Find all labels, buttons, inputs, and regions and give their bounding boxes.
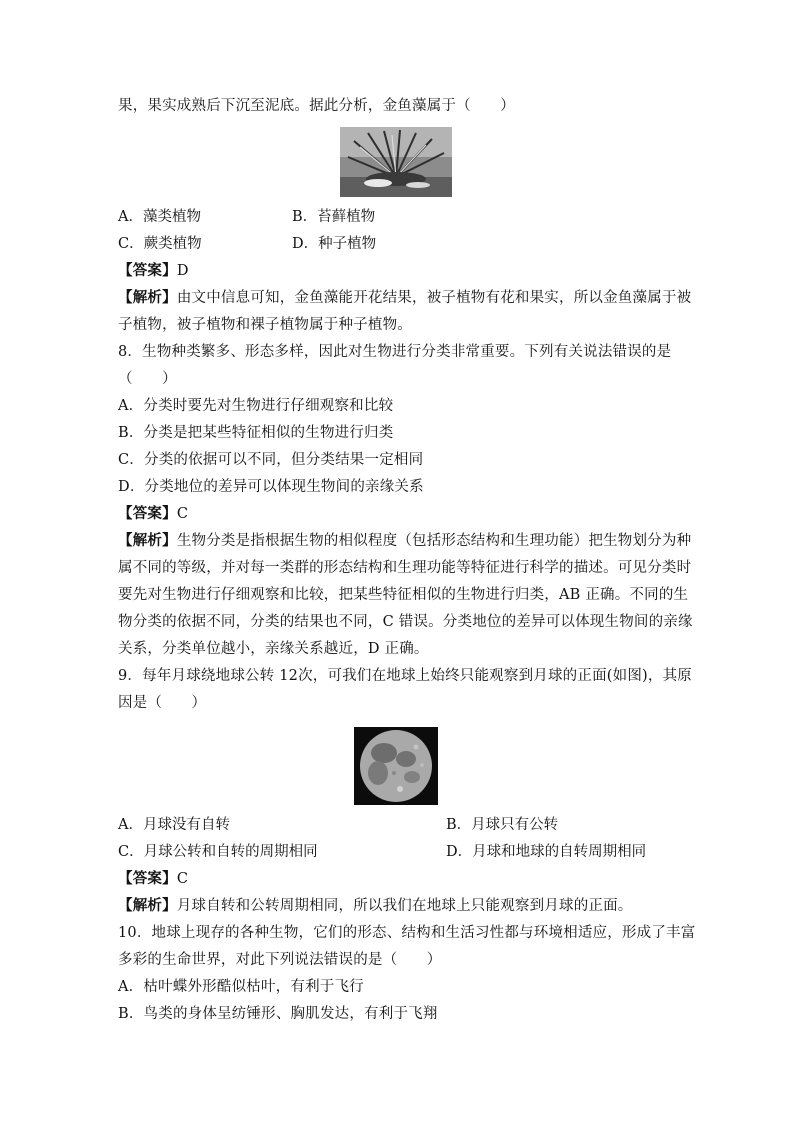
q7-analysis-line-1: [118, 288, 691, 308]
q8-analysis-line-4: 物分类的依据不同，分类的结果也不同，C 错误。分类地位的差异可以体现生物间的亲缘: [118, 614, 693, 630]
answer-tag: 【答案】: [118, 505, 177, 522]
answer-value: C: [176, 506, 189, 522]
answer-tag: 【答案】: [118, 870, 177, 887]
moon-near-side-photo: [354, 727, 438, 805]
analysis-text: 由文中信息可知，金鱼藻能开花结果，被子植物有花和果实，所以金鱼藻属于被: [176, 290, 692, 306]
q10-option-b: B．鸟类的身体呈纺锤形、胸肌发达，有利于飞翔: [118, 1006, 438, 1022]
q10-stem-line-2: 多彩的生命世界，对此下列说法错误的是（ ）: [118, 952, 442, 968]
q9-stem-line-2: 因是（ ）: [118, 695, 207, 711]
analysis-text: 生物分类是指根据生物的相似程度（包括形态结构和生理功能）把生物划分为种: [176, 533, 692, 549]
q9-option-c: C．月球公转和自转的周期相同: [118, 844, 318, 860]
q10-stem-line-1: 10．地球上现存的各种生物，它们的形态、结构和生活习性都与环境相适应，形成了丰富: [118, 925, 696, 941]
q7-option-d: D．种子植物: [292, 236, 377, 252]
q9-answer: [118, 869, 188, 889]
q8-stem-line-1: 8．生物种类繁多、形态多样，因此对生物进行分类非常重要。下列有关说法错误的是: [118, 344, 672, 360]
q8-analysis-line-2: 属不同的等级，并对每一类群的形态结构和生理功能等特征进行科学的描述。可见分类时: [118, 560, 692, 576]
q10-option-a: A．枯叶蝶外形酷似枯叶，有利于飞行: [118, 979, 364, 995]
q7-option-b: B．苔藓植物: [292, 209, 376, 225]
q9-option-b: B．月球只有公转: [446, 817, 559, 833]
answer-value: C: [176, 871, 189, 887]
q8-option-a: A．分类时要先对生物进行仔细观察和比较: [118, 398, 394, 414]
q7-answer: [118, 261, 189, 281]
q7-option-a: A．藻类植物: [118, 209, 201, 225]
analysis-text: 月球自转和公转周期相同，所以我们在地球上只能观察到月球的正面。: [176, 898, 633, 914]
q9-stem-line-1: 9．每年月球绕地球公转 12次，可我们在地球上始终只能观察到月球的正面(如图)，其原: [118, 668, 692, 684]
q7-stem-tail: 果，果实成熟后下沉至泥底。据此分析，金鱼藻属于（ ）: [118, 98, 515, 114]
q9-option-a: A．月球没有自转: [118, 817, 230, 833]
q9-analysis-line-1: [118, 896, 633, 916]
q7-option-c: C．蕨类植物: [118, 236, 202, 252]
analysis-tag: 【解析】: [118, 897, 177, 914]
q9-option-d: D．月球和地球的自转周期相同: [446, 844, 647, 860]
answer-value: D: [176, 263, 189, 279]
analysis-tag: 【解析】: [118, 289, 177, 306]
q8-analysis-line-3: 要先对生物进行仔细观察和比较，把某些特征相似的生物进行归类，AB 正确。不同的生: [118, 587, 689, 603]
q8-option-c: C．分类的依据可以不同，但分类结果一定相同: [118, 452, 424, 468]
analysis-tag: 【解析】: [118, 532, 177, 549]
q7-analysis-line-2: 子植物，被子植物和裸子植物属于种子植物。: [118, 317, 412, 333]
q8-stem-line-2: （ ）: [118, 371, 177, 387]
answer-tag: 【答案】: [118, 262, 177, 279]
q8-analysis-line-5: 关系，分类单位越小，亲缘关系越近，D 正确。: [118, 641, 429, 657]
q8-option-d: D．分类地位的差异可以体现生物间的亲缘关系: [118, 479, 424, 495]
hornwort-plant-photo: [340, 127, 452, 197]
q8-answer: [118, 504, 188, 524]
q8-option-b: B．分类是把某些特征相似的生物进行归类: [118, 425, 394, 441]
q8-analysis-line-1: [118, 531, 691, 551]
